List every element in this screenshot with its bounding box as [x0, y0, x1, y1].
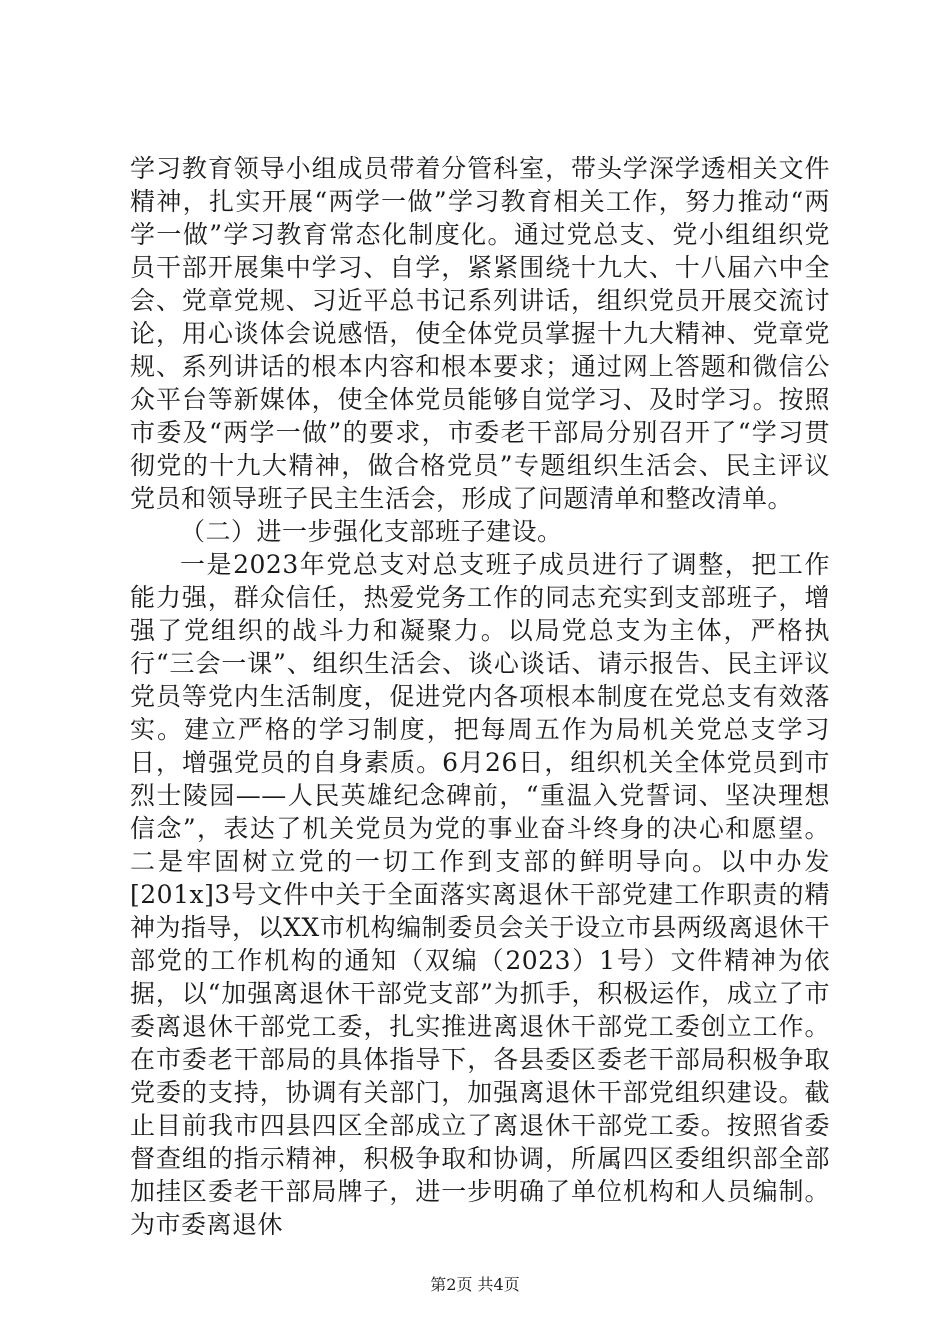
page-footer: 第2页 共4页 — [430, 1275, 520, 1294]
document-body — [130, 152, 830, 1241]
paragraph-continued: 学习教育领导小组成员带着分管科室，带头学深学透相关文件精神，扎实开展“两学一做”学习教育相关工作，努力推动“两学一做”学习教育常态化制度化。通过党总支、党小组组织党员干部开展集中学习、自学，紧紧围绕十九大、十八届六中全会、党章党规、习近平总书记系列讲话，组织党员开展交流讨论，用心谈体会说感悟，使全体党员掌握十九大精神、党章党规、系列讲话的根本内容和根本要求；通过网上答题和微信公众平台等新媒体，使全体党员能够自觉学习、及时学习。按照市委及“两学一做”的要求，市委老干部局分别召开了“学习贯彻党的十九大精神，做合格党员”专题组织生活会、民主评议党员和领导班子民主生活会，形成了问题清单和整改清单。 — [130, 154, 830, 513]
paragraph: 一是2023年党总支对总支班子成员进行了调整，把工作能力强，群众信任，热爱党务工作的同志充实到支部班子，增强了党组织的战斗力和凝聚力。以局党总支为主体，严格执行“三会一课”、组织生活会、谈心谈话、请示报告、民主评议党员等党内生活制度，促进党内各项根本制度在党总支有效落实。建立严格的学习制度，把每周五作为局机关党总支学习日，增强党员的自身素质。6月26日，组织机关全体党员到市烈士陵园——人民英雄纪念碑前，“重温入党誓词、坚决理想信念”，表达了机关党员为党的事业奋斗终身的决心和愿望。二是牢固树立党的一切工作到支部的鲜明导向。以中办发[201x]3号文件中关于全面落实离退休干部党建工作职责的精神为指导，以XX市机构编制委员会关于设立市县两级离退休干部党的工作机构的通知（双编（2023）1号）文件精神为依据，以“加强离退休干部党支部”为抓手，积极运作，成立了市委离退休干部党工委，扎实推进离退休干部党工委创立工作。在市委老干部局的具体指导下，各县委区委老干部局积极争取党委的支持，协调有关部门，加强离退休干部党组织建设。截止目前我市四县四区全部成立了离退休干部党工委。按照省委督查组的指示精神，积极争取和协调，所属四区委组织部全部加挂区委老干部局牌子，进一步明确了单位机构和人员编制。为市委离退休 — [130, 550, 830, 1239]
section-heading: （二）进一步强化支部班子建设。 — [180, 517, 563, 546]
